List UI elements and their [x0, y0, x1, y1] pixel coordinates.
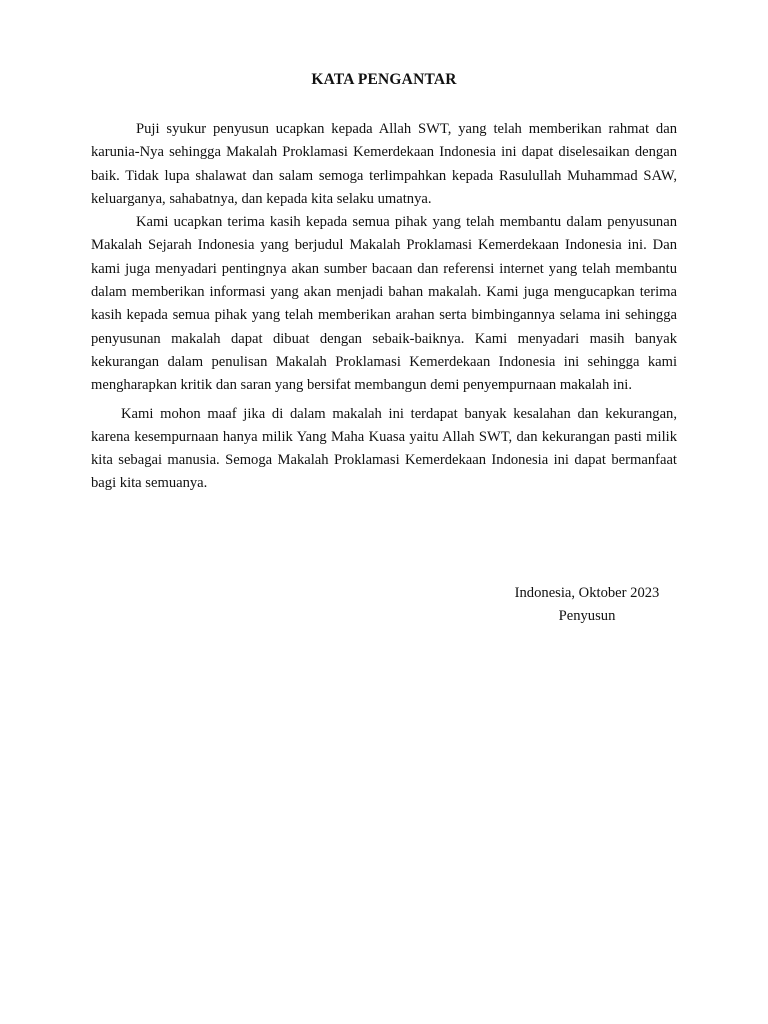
signature-block	[480, 582, 694, 629]
signature-author: Penyusun	[558, 608, 616, 625]
paragraph-apology: Kami mohon maaf jika di dalam makalah ini terdapat banyak kesalahan dan kekurangan, karena kesempurnaan hanya milik Yang Maha Kuasa yaitu Allah SWT, dan kekurangan pasti milik kita sebagai manusia. Semoga Makalah Proklamasi Kemerdekaan Indonesia ini dapat bermanfaat bagi kita semuanya.	[91, 405, 677, 492]
paragraph-gratitude: Puji syukur penyusun ucapkan kepada Allah SWT, yang telah memberikan rahmat dan karunia-Nya sehingga Makalah Proklamasi Kemerdekaan Indonesia ini dapat diselesaikan dengan baik. Tidak lupa shalawat dan salam semoga terlimpahkan kepada Rasulullah Muhammad SAW, keluarganya, sahabatnya, dan kepada kita selaku umatnya.	[91, 121, 677, 207]
page-title: KATA PENGANTAR	[311, 71, 457, 88]
paragraph-thanks: Kami ucapkan terima kasih kepada semua pihak yang telah membantu dalam penyusunan Makalah Sejarah Indonesia yang berjudul Makalah Proklamasi Kemerdekaan Indonesia ini. Dan kami juga menyadari pentingnya akan sumber bacaan dan referensi internet yang telah membantu dalam memberikan informasi yang akan menjadi bahan makalah. Kami juga mengucapkan terima kasih kepada semua pihak yang telah memberikan arahan serta bimbingannya selama ini sehingga penyusunan makalah dapat dibuat dengan sebaik-baiknya. Kami menyadari masih banyak kekurangan dalam penulisan Makalah Proklamasi Kemerdekaan Indonesia ini sehingga kami mengharapkan kritik dan saran yang bersifat membangun demi penyempurnaan makalah ini.	[91, 214, 677, 394]
signature-place-date: Indonesia, Oktober 2023	[514, 585, 660, 601]
document-body	[91, 118, 677, 496]
